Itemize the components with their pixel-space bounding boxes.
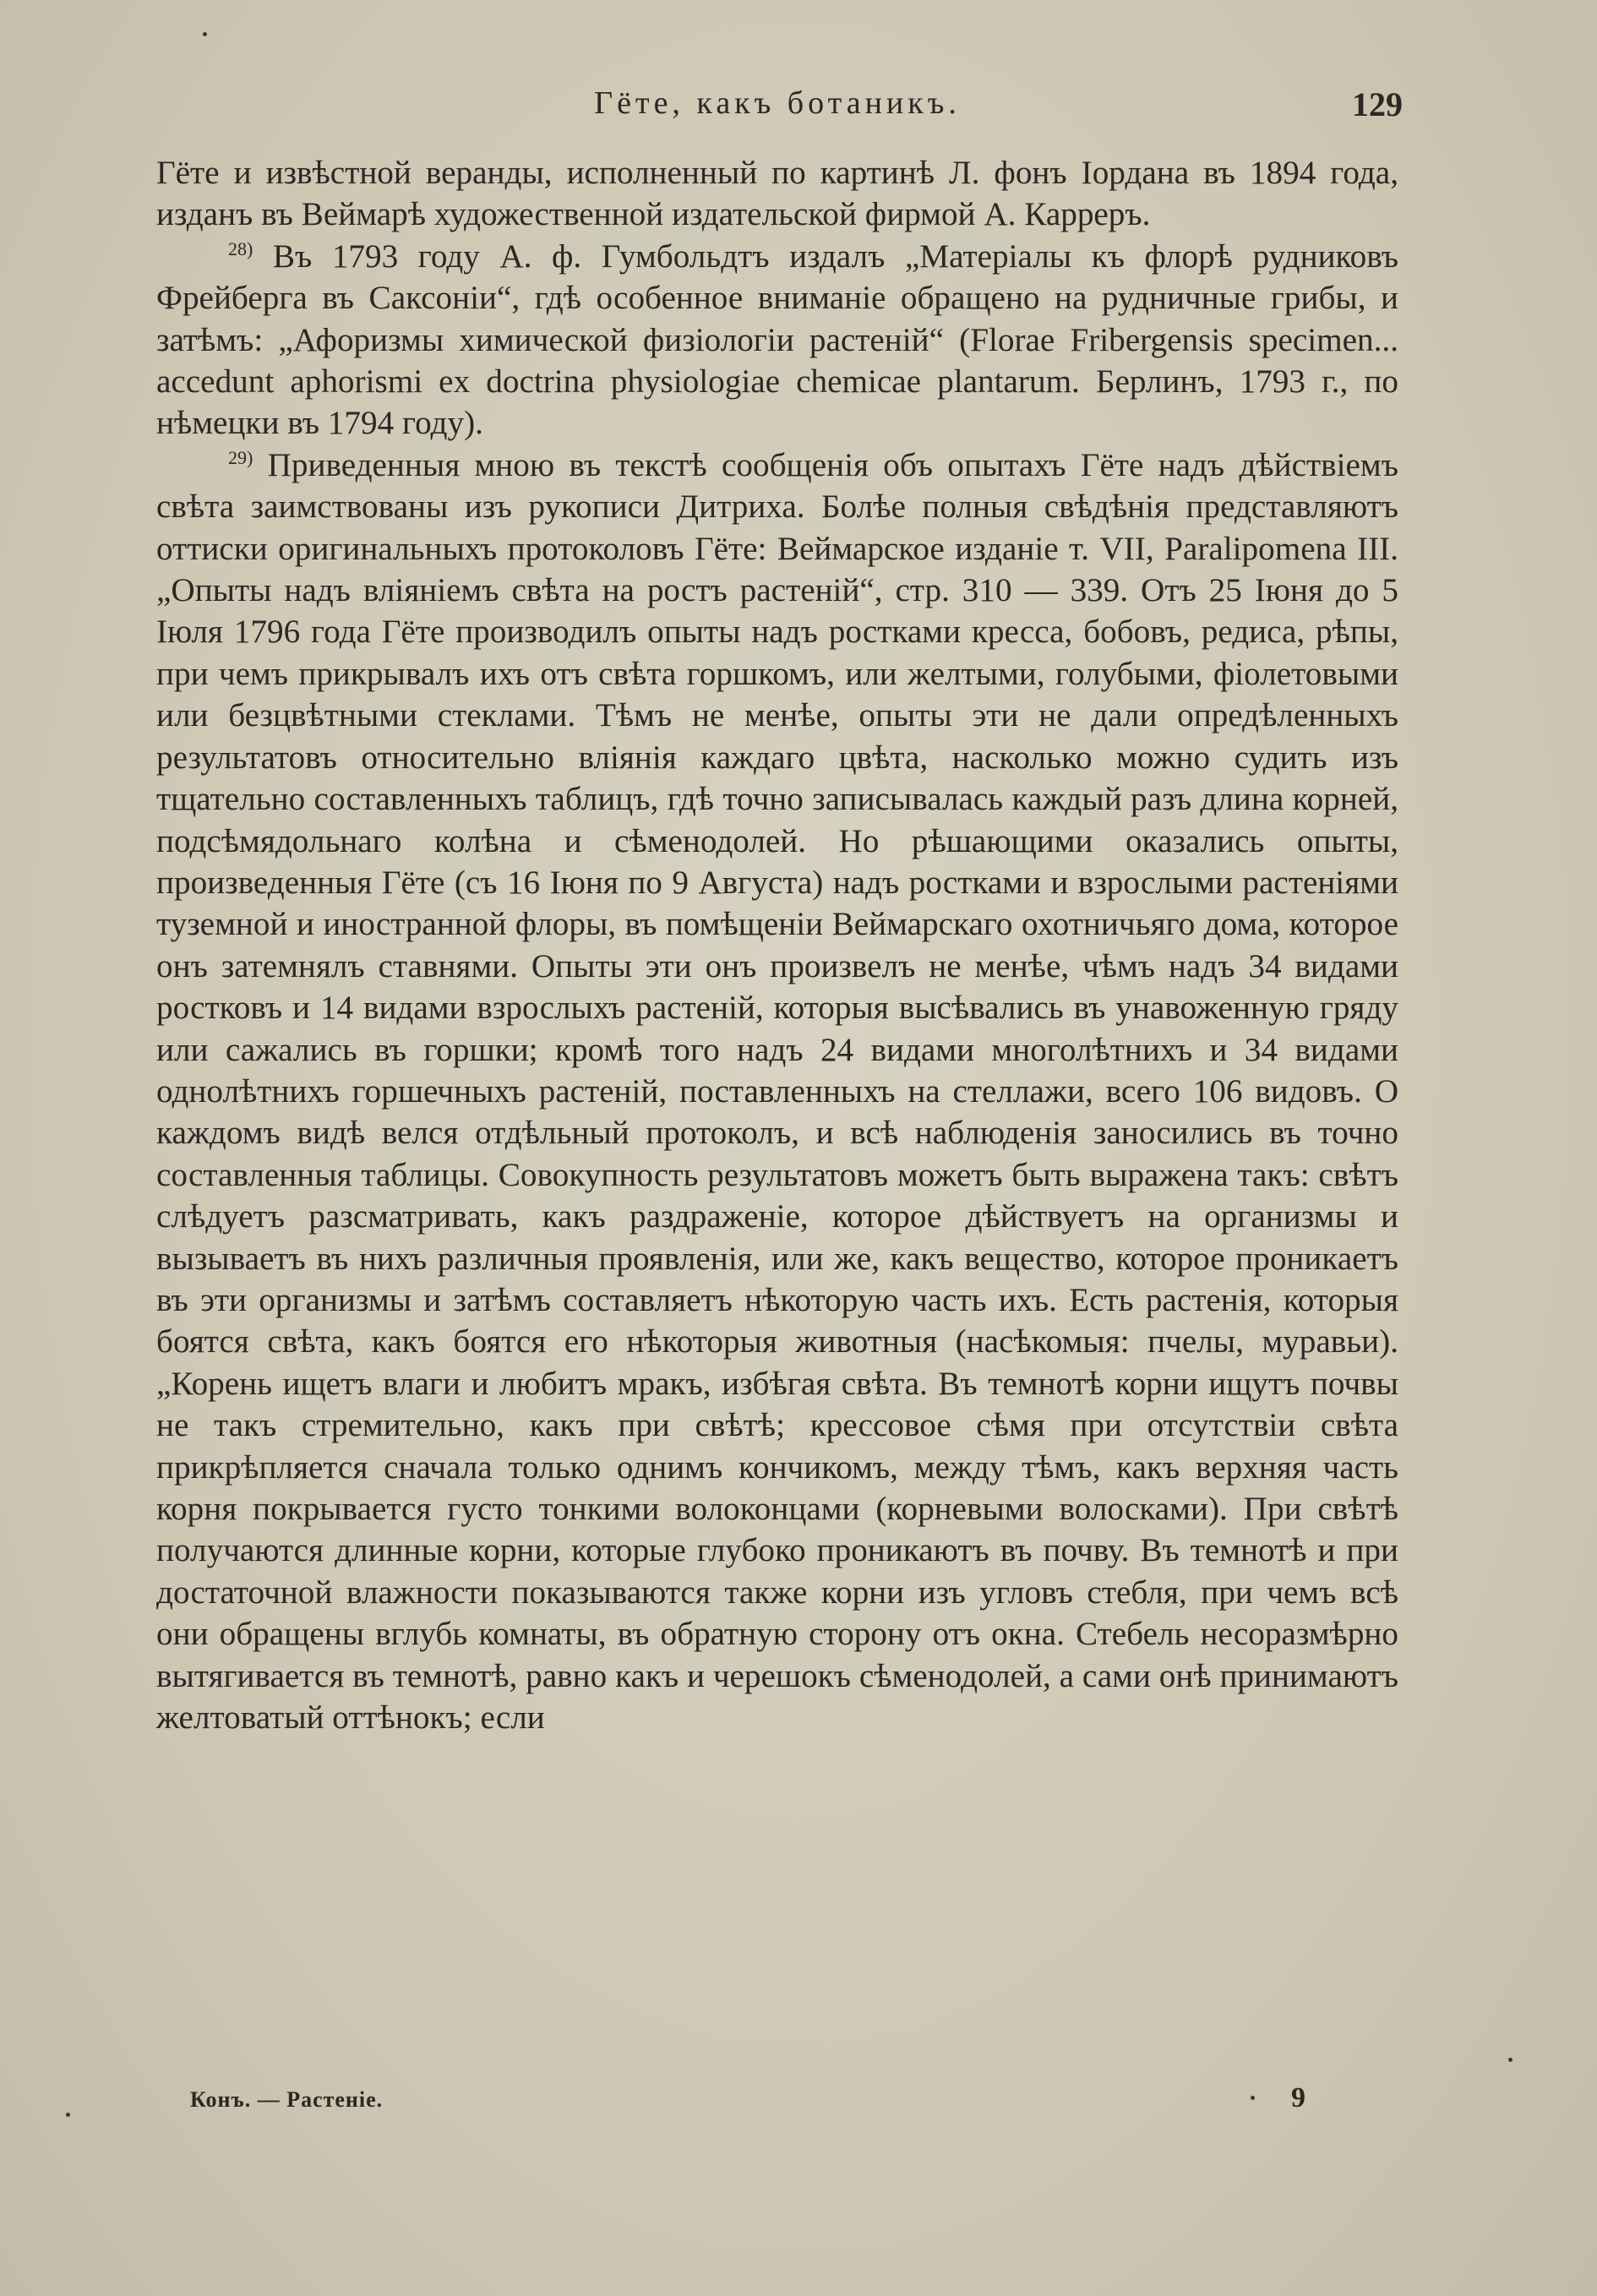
footnote-text: Гёте и извѣстной веранды, исполненный по картинѣ Л. фонъ Іордана въ 1894 года, изданъ въ Веймарѣ художественной издательской фирмой А. Карреръ. xyxy=(156,155,1398,233)
page-number: 129 xyxy=(1352,85,1403,123)
page-footer xyxy=(190,2082,1305,2130)
footnote-29 xyxy=(156,444,1398,1739)
footnote-28 xyxy=(156,236,1398,444)
footnote-text: Приведенныя мною въ текстѣ сообщенія объ опытахъ Гёте надъ дѣйствіемъ свѣта заимствованы изъ рукописи Дитриха. Болѣе полныя свѣдѣнія представляютъ оттиски оригинальныхъ протоколовъ Гёте: Веймарское изданіе т. VII, Paralipomena III. „Опыты надъ вліяніемъ свѣта на ростъ растеній“, стр. 310 — 339. Отъ 25 Іюня до 5 Іюля 1796 года Гёте производилъ опыты надъ ростками кресса, бобовъ, редиса, рѣпы, при чемъ прикрывалъ ихъ отъ свѣта горшкомъ, или желтыми, голубыми, фіолетовыми или безцвѣтными стеклами. Тѣмъ не менѣе, опыты эти не дали опредѣленныхъ результатовъ относительно вліянія каждаго цвѣта, насколько можно судить изъ тщательно составленныхъ таблицъ, гдѣ точно записывалась каждый разъ длина корней, подсѣмядольнаго колѣна и сѣменодолей. Но рѣшающими оказались опыты, произведенныя Гёте (съ 16 Іюня по 9 Августа) надъ ростками и взрослыми растеніями туземной и иностранной флоры, въ помѣщеніи Веймарскаго охотничьяго дома, которое онъ затемнялъ ставнями. Опыты эти онъ произвелъ не менѣе, чѣмъ надъ 34 видами ростковъ и 14 видами взрослыхъ растеній, которыя высѣвались въ унавоженную гряду или сажались въ горшки; кромѣ того надъ 24 видами многолѣтнихъ и 34 видами однолѣтнихъ горшечныхъ растеній, поставленныхъ на стеллажи, всего 106 видовъ. О каждомъ видѣ велся отдѣльный протоколъ, и всѣ наблюденія заносились въ точно составленныя таблицы. Совокупность результатовъ можетъ быть выражена такъ: свѣтъ слѣдуетъ разсматривать, какъ раздраженіе, которое дѣйствуетъ на организмы и вызываетъ въ нихъ различныя проявленія, или же, какъ вещество, которое проникаетъ въ эти организмы и затѣмъ составляетъ нѣкоторую часть ихъ. Есть растенія, которыя боятся свѣта, какъ боятся его нѣкоторыя животныя (насѣкомыя: пчелы, муравьи). „Корень ищетъ влаги и любитъ мракъ, избѣгая свѣта. Въ темнотѣ корни ищутъ почвы не такъ стремительно, какъ при свѣтѣ; крессовое сѣмя при отсутствіи свѣта прикрѣпляется сначала только однимъ кончикомъ, между тѣмъ, какъ верхняя часть корня покрывается густо тонкими волоконцами (корневыми волосками). При свѣтѣ получаются длинные корни, которые глубоко проникаютъ въ почву. Въ темнотѣ и при достаточной влажности показываются также корни изъ угловъ стебля, при чемъ всѣ они обращены вглубь комнаты, въ обратную сторону отъ окна. Стебель несоразмѣрно вытягивается въ темнотѣ, равно какъ и черешокъ сѣменодолей, а сами онѣ принимаютъ желтоватый оттѣнокъ; если xyxy=(156,446,1398,1737)
footnote-mark: 28) xyxy=(228,237,253,259)
footnote-mark: 29) xyxy=(228,446,253,468)
sheet-number: 9 xyxy=(1291,2082,1305,2113)
footnotes-block xyxy=(156,152,1398,1738)
running-head xyxy=(152,85,1403,135)
paper-speck xyxy=(1251,2096,1255,2100)
running-title: Гёте, какъ ботаникъ. xyxy=(594,85,961,121)
paper-speck xyxy=(203,32,207,36)
printer-signature: Конъ. — Растеніе. xyxy=(190,2087,384,2112)
paper-speck xyxy=(66,2113,70,2117)
footnote-continuation xyxy=(156,152,1398,236)
paper-speck xyxy=(1508,2058,1513,2062)
footnote-text: Въ 1793 году А. ф. Гумбольдтъ издалъ „Матеріалы къ флорѣ рудниковъ Фрейберга въ Саксоніи“, гдѣ особенное вниманіе обращено на рудничные грибы, и затѣмъ: „Афоризмы химической физіологіи растеній“ (Florae Fribergensis specimen... accedunt aphorismi ex doctrina physiologiae chemicae plantarum. Берлинъ, 1793 г., по нѣмецки въ 1794 году). xyxy=(156,237,1398,442)
